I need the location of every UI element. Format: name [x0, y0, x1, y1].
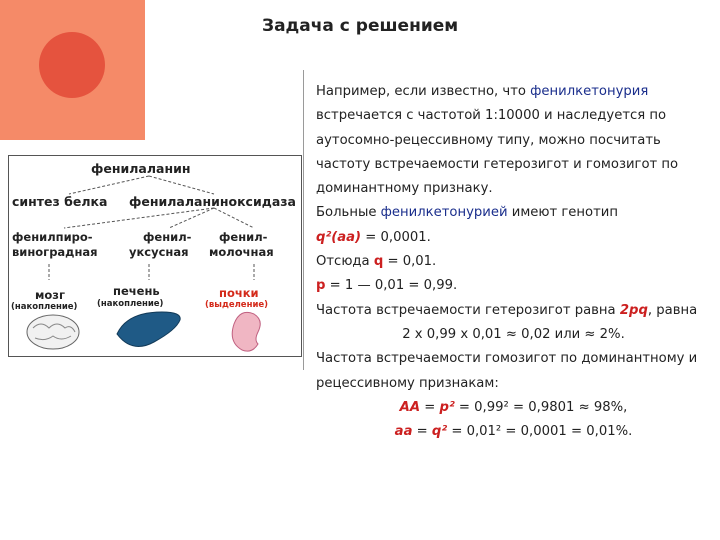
organ-kidney-note: (выделение): [205, 300, 269, 310]
formula-q-prefix: Отсюда: [316, 254, 374, 270]
formula-hetero-calc: 2 х 0,99 х 0,01 ≈ 0,02 или ≈ 2%.: [402, 326, 625, 342]
formula-AA-eq: =: [420, 399, 440, 415]
intro-text-a: Например, если известно, что: [316, 84, 531, 99]
formula-q: [316, 250, 711, 274]
node-product-2a: фенил-: [143, 230, 192, 244]
formula-q2: [316, 226, 711, 250]
term-phenylketonuria-2: фенилкетонурией: [380, 205, 508, 221]
hetero-text-a: Частота встречаемости гетерозигот равна: [316, 302, 620, 318]
organ-liver-label: печень: [113, 284, 160, 298]
slide-title: Задача с решением: [262, 16, 459, 36]
brain-icon: [27, 315, 79, 349]
formula-q-value: = 0,01.: [383, 254, 437, 270]
organ-brain-note: (накопление): [11, 302, 78, 312]
phenylalanine-diagram: [8, 155, 302, 357]
node-phenylalanine-oxidase: фенилаланиноксидаза: [129, 194, 296, 209]
node-product-1b: виноградная: [12, 245, 98, 259]
formula-AA: [316, 396, 711, 420]
formula-aa-value: = 0,01² = 0,0001 = 0,01%.: [447, 424, 633, 440]
formula-aa-eq: =: [412, 424, 432, 440]
formula-q2-symbol: q²(aa): [316, 229, 362, 245]
liver-icon: [117, 312, 180, 347]
solution-text: [316, 80, 711, 444]
formula-q-symbol: q: [373, 254, 384, 270]
kidney-icon: [232, 312, 260, 351]
intro-text-c: встречается с частотой 1:10000 и наследуется по аутосомно-рецессивному типу, можно посчитать частоту встречаемости гетерозигот и гомозигот по доминантному признаку.: [316, 108, 679, 197]
organ-brain-label: мозг: [35, 288, 65, 302]
formula-p: [316, 274, 711, 298]
formula-p-symbol: p: [316, 278, 326, 294]
node-product-1a: фенилпиро-: [12, 230, 93, 244]
formula-aa: [316, 420, 711, 444]
formula-AA-value: = 0,99² = 0,9801 ≈ 98%,: [454, 399, 628, 415]
patients-text-c: имеют генотип: [507, 205, 618, 221]
formula-aa-symbol: aa: [394, 424, 413, 440]
formula-AA-symbol: AA: [399, 399, 421, 415]
formula-q2-value: = 0,0001.: [361, 229, 431, 245]
term-phenylketonuria: фенилкетонурия: [530, 84, 649, 99]
node-phenylalanine: фенилаланин: [91, 161, 191, 176]
paragraph-patients: [316, 201, 711, 225]
paragraph-heterozygotes: [316, 299, 711, 323]
divider-line: [303, 70, 304, 370]
formula-aa-q2: q²: [431, 424, 448, 440]
paragraph-homozygotes: Частота встречаемости гомозигот по доминантному и рецессивному признакам:: [316, 351, 698, 391]
node-product-3b: молочная: [209, 245, 274, 259]
node-protein-synthesis: синтез белка: [12, 194, 108, 209]
formula-2pq: 2pq: [619, 302, 648, 318]
node-product-3a: фенил-: [219, 230, 268, 244]
paragraph-intro: [316, 80, 711, 201]
hetero-text-c: , равна: [647, 302, 698, 318]
formula-p-value: = 1 — 0,01 = 0,99.: [325, 278, 458, 294]
organ-kidney-label: почки: [219, 286, 259, 300]
node-product-2b: уксусная: [129, 245, 189, 259]
decor-circle: [39, 32, 105, 98]
formula-AA-p2: p²: [439, 399, 455, 415]
patients-text-a: Больные: [316, 205, 381, 221]
organ-liver-note: (накопление): [97, 299, 164, 309]
